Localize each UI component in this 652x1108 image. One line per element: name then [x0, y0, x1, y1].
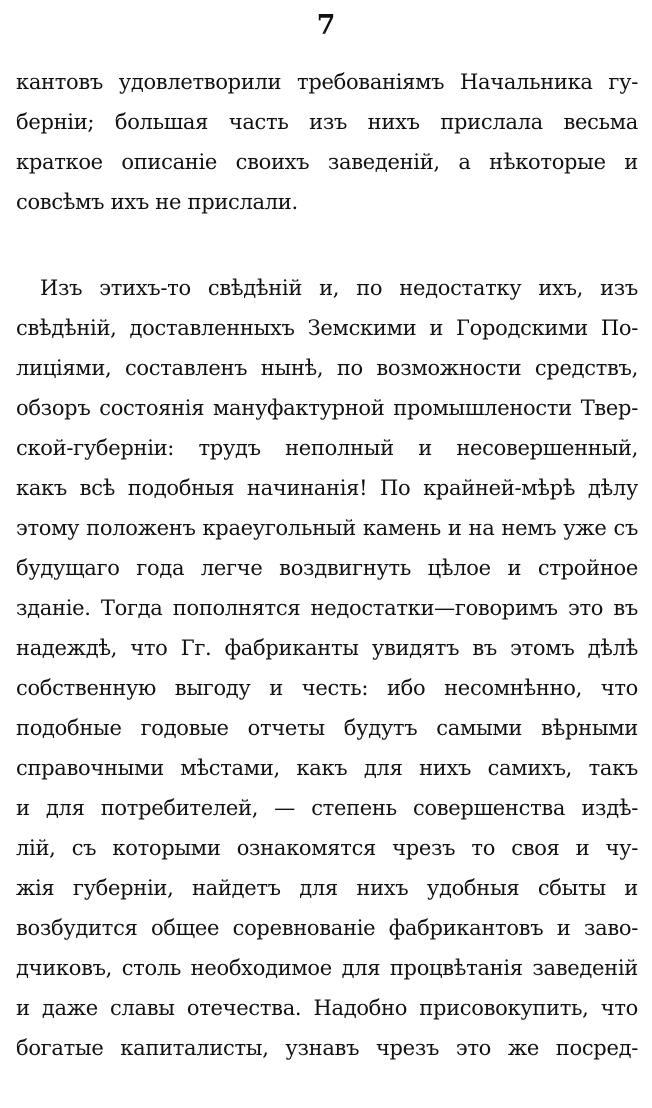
- paragraph-2-line-13: справочными мѣстами, какъ для нихъ самихъ, такъ: [16, 756, 638, 780]
- paragraph-2-line-9: зданіе. Тогда пополнятся недостатки—говоримъ это въ: [16, 596, 638, 620]
- paragraph-2-line-7: этому положенъ краеугольный камень и на немъ уже съ: [16, 516, 638, 540]
- paragraph-2-line-5: ской-губерніи: трудъ неполный и несовершенный,: [16, 436, 638, 460]
- paragraph-2-line-17: возбудится общее соревнованіе фабрикантовъ и заво-: [16, 916, 638, 940]
- paragraph-2-line-15: лій, съ которыми ознакомятся чрезъ то своя и чу-: [16, 836, 638, 860]
- paragraph-1-line-1: кантовъ удовлетворили требованіямъ Начальника гу-: [16, 70, 638, 94]
- paragraph-2-line-12: подобные годовые отчеты будутъ самыми вѣрными: [16, 716, 638, 740]
- paragraph-1-line-4: совсѣмъ ихъ не прислали.: [16, 190, 298, 214]
- paragraph-2-line-2: свѣдѣній, доставленныхъ Земскими и Городскими По-: [16, 316, 638, 340]
- page-number: 7: [316, 10, 336, 41]
- paragraph-2-line-3: лиціями, составленъ нынѣ, по возможности средствъ,: [16, 356, 638, 380]
- paragraph-2-line-16: жія губерніи, найдетъ для нихъ удобныя сбыты и: [16, 876, 638, 900]
- paragraph-2-line-19: и даже славы отечества. Надобно присовокупить, что: [16, 996, 638, 1020]
- paragraph-2-line-18: дчиковъ, столь необходимое для процвѣтанія заведеній: [16, 956, 638, 980]
- paragraph-2-line-8: будущаго года легче воздвигнуть цѣлое и стройное: [16, 556, 638, 580]
- paragraph-2-line-14: и для потребителей, — степень совершенства издѣ-: [16, 796, 638, 820]
- paragraph-2-line-11: собственную выгоду и честь: ибо несомнѣнно, что: [16, 676, 638, 700]
- paragraph-2-line-20: богатые капиталисты, узнавъ чрезъ это же посред-: [16, 1036, 638, 1060]
- paragraph-2-line-1: Изъ этихъ-то свѣдѣній и, по недостатку ихъ, изъ: [40, 276, 638, 300]
- paragraph-1-line-3: краткое описаніе своихъ заведеній, а нѣкоторые и: [16, 150, 638, 174]
- paragraph-2-line-4: обзоръ состоянія мануфактурной промышлености Твер-: [16, 396, 638, 420]
- paragraph-2-line-10: надеждѣ, что Гг. фабриканты увидятъ въ этомъ дѣлѣ: [16, 636, 638, 660]
- paragraph-1-line-2: берніи; большая часть изъ нихъ прислала весьма: [16, 110, 638, 134]
- paragraph-2-line-6: какъ всѣ подобныя начинанія! По крайней-мѣрѣ дѣлу: [16, 476, 638, 500]
